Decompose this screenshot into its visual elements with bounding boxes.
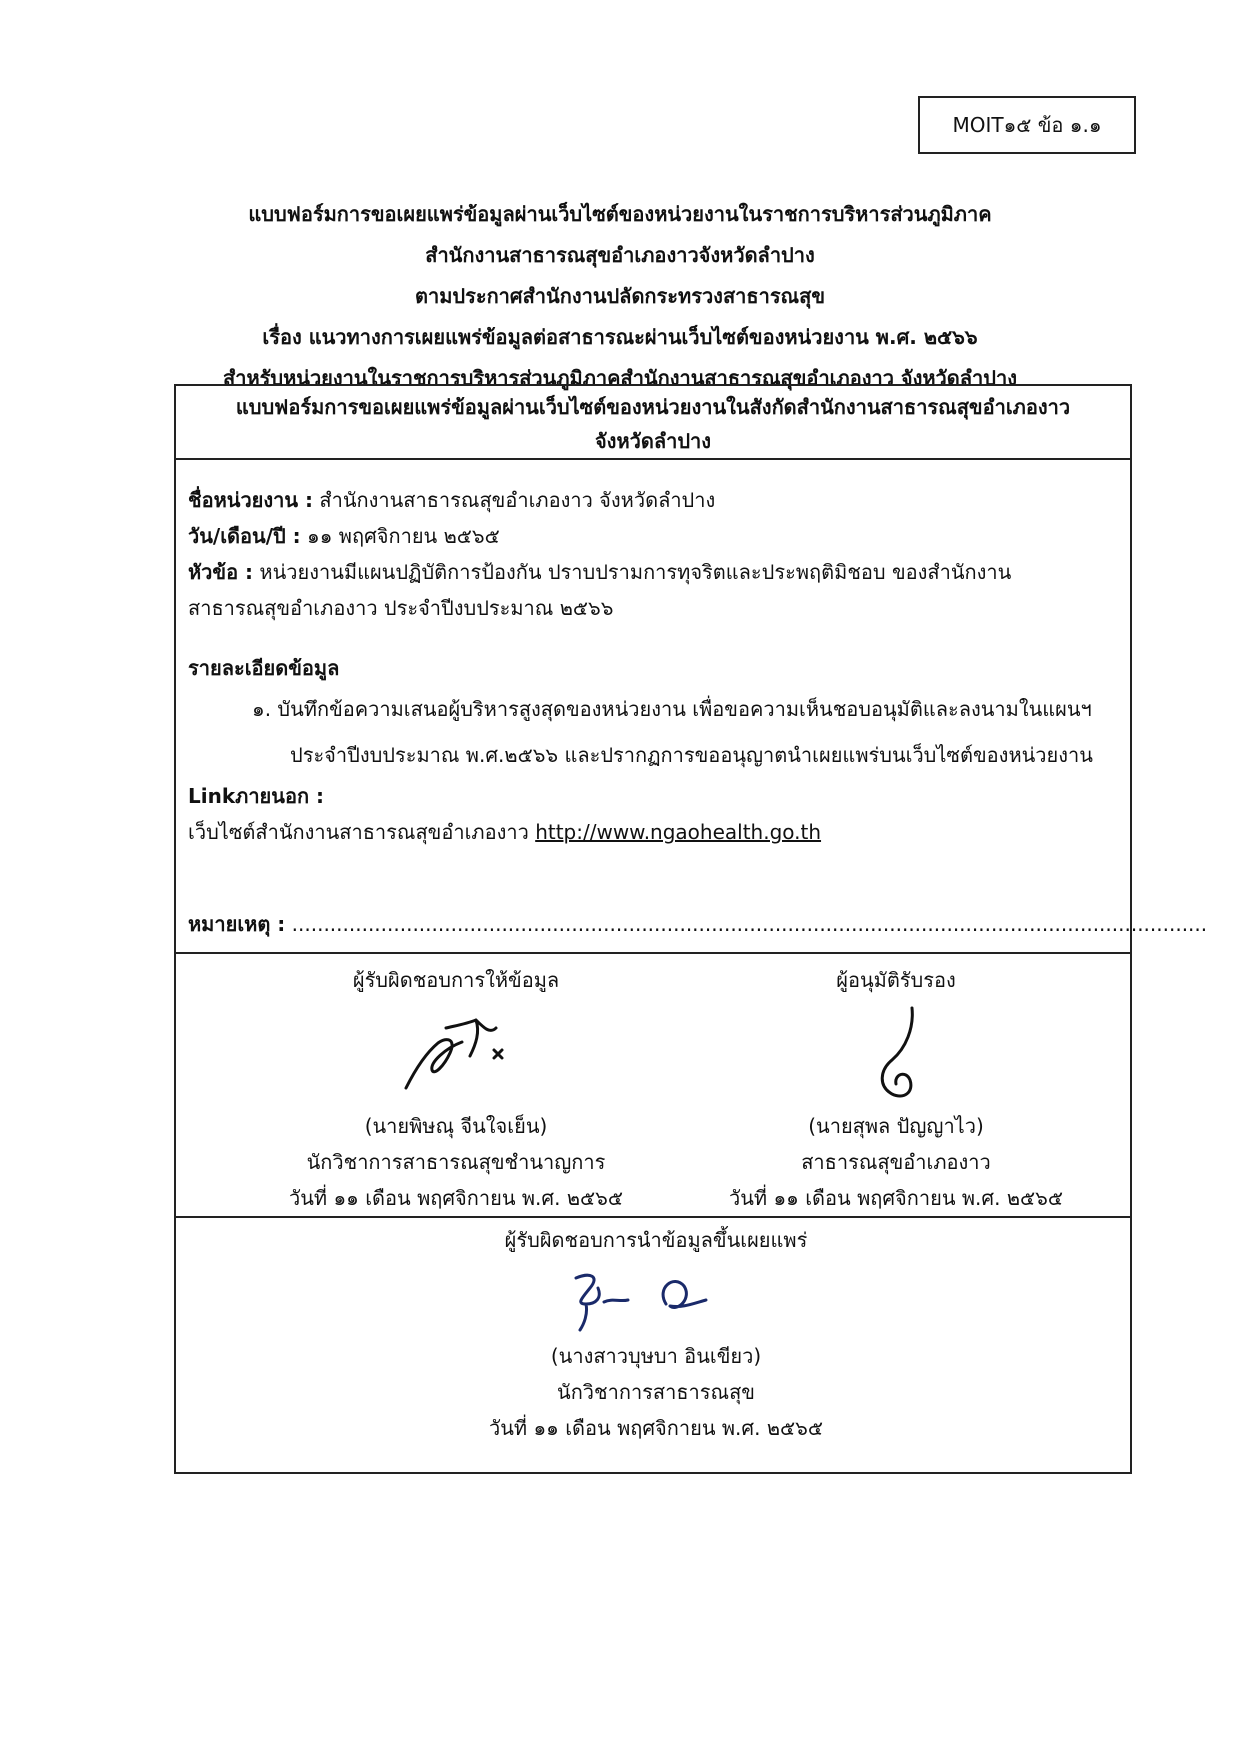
signature-left-image <box>376 998 536 1108</box>
header-line-1: แบบฟอร์มการขอเผยแพร่ข้อมูลผ่านเว็บไซต์ของหน่วยงานในราชการบริหารส่วนภูมิภาค <box>248 202 992 226</box>
signature-right <box>686 962 1106 1216</box>
document-header <box>140 194 1100 399</box>
signature-right-date: วันที่ ๑๑ เดือน พฤศจิกายน พ.ศ. ๒๕๖๕ <box>729 1186 1063 1210</box>
signature-bottom-date: วันที่ ๑๑ เดือน พฤศจิกายน พ.ศ. ๒๕๖๕ <box>489 1416 823 1440</box>
topic-label: หัวข้อ : <box>188 560 254 584</box>
link-label: Linkภายนอก : <box>188 784 325 808</box>
form-frame <box>174 384 1208 1474</box>
signature-right-role: ผู้อนุมัติรับรอง <box>836 968 956 992</box>
signature-left <box>266 962 646 1216</box>
form-code-box <box>918 96 1136 154</box>
header-line-2: สำนักงานสาธารณสุขอำเภองาวจังหวัดลำปาง <box>425 243 815 267</box>
signature-bottom <box>406 1222 906 1446</box>
header-line-3: ตามประกาศสำนักงานปลัดกระทรวงสาธารณสุข <box>414 284 825 308</box>
link-row <box>188 814 1118 850</box>
note-row <box>188 906 1208 942</box>
details-label: รายละเอียดข้อมูล <box>188 656 340 680</box>
signature-left-role: ผู้รับผิดชอบการให้ข้อมูล <box>352 968 560 992</box>
topic-value-line-2: สาธารณสุขอำเภองาว ประจำปีงบประมาณ ๒๕๖๖ <box>188 596 614 620</box>
unit-label: ชื่อหน่วยงาน : <box>188 488 314 512</box>
note-dots: ................................................................................................................................................ <box>285 912 1208 936</box>
signature-left-name: (นายพิษณุ จีนใจเย็น) <box>364 1114 548 1138</box>
divider-publisher <box>176 1216 1130 1218</box>
signature-bottom-position: นักวิชาการสาธารณสุข <box>557 1380 755 1404</box>
divider-signatures <box>176 952 1130 954</box>
signature-bottom-role: ผู้รับผิดชอบการนำข้อมูลขึ้นเผยแพร่ <box>504 1228 808 1252</box>
date-row <box>188 518 1118 554</box>
signature-left-date: วันที่ ๑๑ เดือน พฤศจิกายน พ.ศ. ๒๕๖๕ <box>289 1186 623 1210</box>
signature-bottom-image <box>546 1258 766 1338</box>
signature-right-position: สาธารณสุขอำเภองาว <box>801 1150 991 1174</box>
signature-bottom-name: (นางสาวบุษบา อินเขียว) <box>550 1344 762 1368</box>
topic-value-line-1: หน่วยงานมีแผนปฏิบัติการป้องกัน ปราบปรามการทุจริตและประพฤติมิชอบ ของสำนักงาน <box>253 560 1012 584</box>
form-info <box>188 482 1208 942</box>
details-item-1-line-1: ๑. บันทึกข้อความเสนอผู้บริหารสูงสุดของหน่วยงาน เพื่อขอความเห็นชอบอนุมัติและลงนามในแผนฯ <box>252 697 1092 721</box>
note-label: หมายเหตุ : <box>188 912 286 936</box>
header-line-5: สำหรับหน่วยงานในราชการบริหารส่วนภูมิภาคสำนักงานสาธารณสุขอำเภองาว จังหวัดลำปาง <box>223 366 1017 390</box>
form-title-line-1: แบบฟอร์มการขอเผยแพร่ข้อมูลผ่านเว็บไซต์ของหน่วยงานในสังกัดสำนักงานสาธารณสุขอำเภองาว <box>235 395 1071 419</box>
signature-right-image <box>816 998 976 1108</box>
date-label: วัน/เดือน/ปี : <box>188 524 301 548</box>
signature-left-position: นักวิชาการสาธารณสุขชำนาญการ <box>306 1150 606 1174</box>
signature-right-name: (นายสุพล ปัญญาไว) <box>808 1114 984 1138</box>
details-item-1-line-2: ประจำปีงบประมาณ พ.ศ.๒๕๖๖ และปรากฏการขออนุญาตนำเผยแพร่บนเว็บไซต์ของหน่วยงาน <box>290 743 1093 767</box>
date-value: ๑๑ พฤศจิกายน ๒๕๖๕ <box>300 524 500 548</box>
link-prefix: เว็บไซต์สำนักงานสาธารณสุขอำเภองาว <box>188 820 536 844</box>
form-code: MOIT๑๕ ข้อ ๑.๑ <box>952 113 1102 137</box>
form-title <box>176 386 1130 460</box>
unit-value: สำนักงานสาธารณสุขอำเภองาว จังหวัดลำปาง <box>313 488 716 512</box>
form-title-line-2: จังหวัดลำปาง <box>594 429 712 453</box>
header-line-4: เรื่อง แนวทางการเผยแพร่ข้อมูลต่อสาธารณะผ่านเว็บไซต์ของหน่วยงาน พ.ศ. ๒๕๖๖ <box>262 325 978 349</box>
unit-row <box>188 482 1118 518</box>
topic-row <box>188 554 1118 590</box>
website-link[interactable]: http://www.ngaohealth.go.th <box>535 820 822 844</box>
